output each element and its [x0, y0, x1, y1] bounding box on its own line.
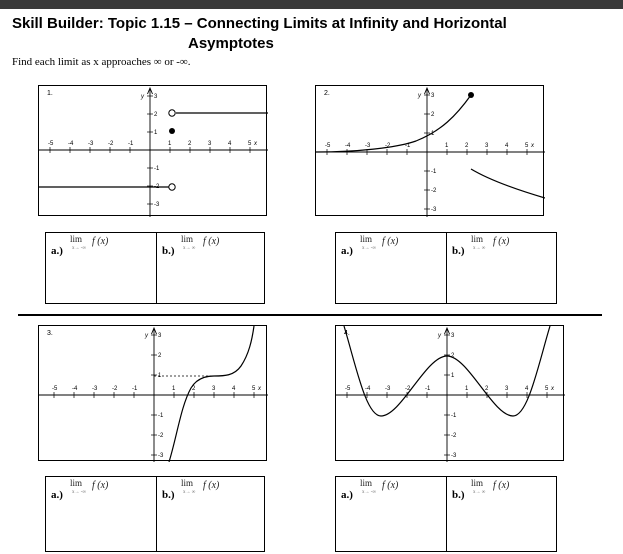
y-tick-label: 3 [158, 333, 162, 339]
x-tick-label: -5 [325, 143, 331, 149]
function-label: f (x) [382, 480, 399, 491]
problem-number: 2. [324, 90, 330, 97]
x-tick-label: 1 [168, 141, 172, 147]
y-tick-label: -1 [154, 166, 160, 172]
x-axis-label: x [254, 141, 257, 147]
y-tick-label: 2 [158, 353, 162, 359]
x-tick-label: -4 [68, 141, 74, 147]
y-tick-label: -2 [158, 433, 164, 439]
x-tick-label: 3 [208, 141, 212, 147]
x-tick-label: 4 [228, 141, 232, 147]
function-label: f (x) [382, 236, 399, 247]
answer-box-4 [335, 476, 557, 552]
part-a-label: a.) [341, 245, 353, 257]
open-circle-point [169, 184, 175, 190]
x-tick-label: 3 [485, 143, 489, 149]
x-tick-label: 4 [525, 386, 529, 392]
function-label: f (x) [493, 236, 510, 247]
y-tick-label: 3 [154, 94, 158, 100]
limit-notation: lim x→ -∞ [360, 234, 376, 251]
graph-3 [38, 325, 267, 461]
limit-notation: lim x→ -∞ [360, 478, 376, 495]
answer-cell-a[interactable] [336, 477, 446, 551]
y-axis-label: y [145, 333, 148, 339]
x-tick-label: 4 [505, 143, 509, 149]
x-tick-label: 1 [465, 386, 469, 392]
x-tick-label: 2 [188, 141, 192, 147]
y-tick-label: 2 [154, 112, 158, 118]
function-label: f (x) [92, 480, 109, 491]
x-tick-label: -3 [385, 386, 391, 392]
x-tick-label: 3 [505, 386, 509, 392]
closed-circle-point [468, 92, 474, 98]
limit-notation: lim x→ -∞ [70, 478, 86, 495]
x-axis-label: x [531, 143, 534, 149]
graph-1-plot [39, 86, 268, 217]
answer-cell-b[interactable] [156, 233, 264, 303]
section-divider [18, 314, 602, 316]
x-tick-label: -3 [365, 143, 371, 149]
graph-1 [38, 85, 267, 216]
x-tick-label: 5 [545, 386, 549, 392]
title-line-2: Asymptotes [188, 35, 274, 52]
y-axis-label: y [438, 333, 441, 339]
y-tick-label: -3 [154, 202, 160, 208]
x-tick-label: -1 [425, 386, 431, 392]
function-label: f (x) [493, 480, 510, 491]
answer-box-2 [335, 232, 557, 304]
curve [169, 326, 254, 462]
answer-box-3 [45, 476, 265, 552]
graph-4 [335, 325, 564, 461]
x-tick-label: 4 [232, 386, 236, 392]
function-label: f (x) [92, 236, 109, 247]
x-tick-label: 5 [248, 141, 252, 147]
x-tick-label: 2 [485, 386, 489, 392]
x-tick-label: -5 [345, 386, 351, 392]
x-tick-label: -3 [88, 141, 94, 147]
part-b-label: b.) [452, 489, 465, 501]
graph-2-plot [316, 86, 545, 217]
y-tick-label: -1 [431, 169, 437, 175]
x-tick-label: -5 [52, 386, 58, 392]
y-tick-label: -2 [451, 433, 457, 439]
x-axis-label: x [551, 386, 554, 392]
x-tick-label: -3 [92, 386, 98, 392]
limit-notation: lim x→ -∞ [70, 234, 86, 251]
x-tick-label: 2 [192, 386, 196, 392]
answer-cell-b[interactable] [446, 233, 556, 303]
y-tick-label: -3 [431, 207, 437, 213]
y-tick-label: -1 [451, 413, 457, 419]
part-b-label: b.) [452, 245, 465, 257]
x-tick-label: -2 [385, 143, 391, 149]
title-line-1: Skill Builder: Topic 1.15 – Connecting Limits at Infinity and Horizontal [12, 15, 507, 32]
limit-notation: lim x→ ∞ [181, 478, 196, 495]
problem-number: 4. [344, 330, 350, 337]
x-tick-label: -2 [405, 386, 411, 392]
y-tick-label: 1 [451, 373, 455, 379]
y-tick-label: 2 [431, 112, 435, 118]
part-a-label: a.) [341, 489, 353, 501]
y-tick-label: 3 [451, 333, 455, 339]
answer-cell-b[interactable] [446, 477, 556, 551]
function-label: f (x) [203, 236, 220, 247]
x-tick-label: 3 [212, 386, 216, 392]
y-axis-label: y [418, 93, 421, 99]
part-b-label: b.) [162, 245, 175, 257]
x-axis-label: x [258, 386, 261, 392]
answer-cell-a[interactable] [336, 233, 446, 303]
part-a-label: a.) [51, 245, 63, 257]
y-tick-label: 2 [451, 353, 455, 359]
y-tick-label: -2 [431, 188, 437, 194]
instructions: Find each limit as x approaches ∞ or -∞. [12, 56, 191, 68]
x-tick-label: 5 [252, 386, 256, 392]
y-tick-label: -3 [451, 453, 457, 459]
part-b-label: b.) [162, 489, 175, 501]
x-tick-label: -4 [72, 386, 78, 392]
y-tick-label: -3 [158, 453, 164, 459]
closed-circle-point [169, 128, 175, 134]
limit-notation: lim x→ ∞ [181, 234, 196, 251]
y-tick-label: -1 [158, 413, 164, 419]
problem-number: 3. [47, 330, 53, 337]
x-tick-label: -4 [345, 143, 351, 149]
answer-cell-a[interactable] [46, 477, 156, 551]
x-tick-label: 1 [445, 143, 449, 149]
x-tick-label: -2 [112, 386, 118, 392]
y-tick-label: 1 [431, 131, 435, 137]
x-tick-label: -1 [128, 141, 134, 147]
limit-notation: lim x→ ∞ [471, 478, 486, 495]
curve-right-branch [471, 169, 545, 198]
axes-group [39, 88, 268, 217]
y-axis-label: y [141, 94, 144, 100]
x-tick-label: 5 [525, 143, 529, 149]
x-tick-label: -4 [365, 386, 371, 392]
y-tick-label: 3 [431, 93, 435, 99]
axes-group [316, 88, 545, 217]
graph-3-plot [39, 326, 268, 462]
limit-notation: lim x→ ∞ [471, 234, 486, 251]
x-tick-label: -5 [48, 141, 54, 147]
top-bar [0, 0, 623, 9]
y-tick-label: -2 [154, 184, 160, 190]
axes-group [336, 328, 565, 462]
axes-group [39, 328, 268, 462]
answer-box-1 [45, 232, 265, 304]
answer-cell-b[interactable] [156, 477, 264, 551]
x-tick-label: -2 [108, 141, 114, 147]
y-tick-label: 1 [158, 373, 162, 379]
problem-number: 1. [47, 90, 53, 97]
open-circle-point [169, 110, 175, 116]
x-tick-label: 2 [465, 143, 469, 149]
graph-2 [315, 85, 544, 216]
answer-cell-a[interactable] [46, 233, 156, 303]
x-tick-label: 1 [172, 386, 176, 392]
graph-4-plot [336, 326, 565, 462]
part-a-label: a.) [51, 489, 63, 501]
function-label: f (x) [203, 480, 220, 491]
x-tick-label: -1 [405, 143, 411, 149]
x-tick-label: -1 [132, 386, 138, 392]
y-tick-label: 1 [154, 130, 158, 136]
